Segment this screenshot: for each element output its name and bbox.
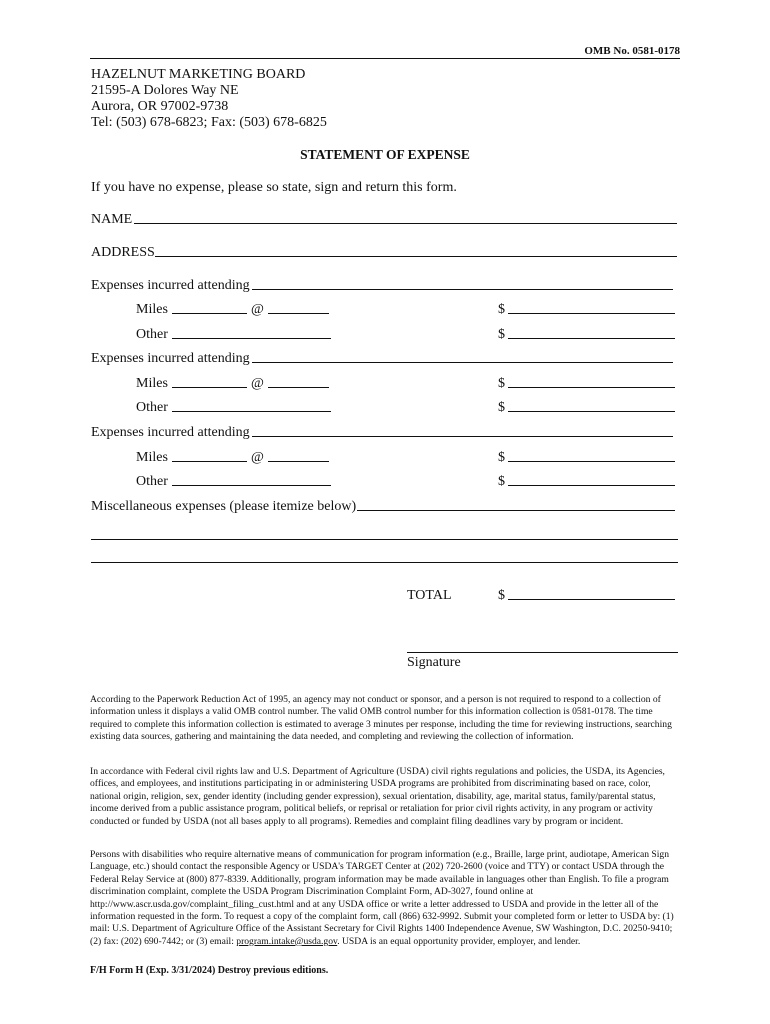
rate-field-2[interactable] (268, 375, 329, 388)
rate-field-1[interactable] (268, 301, 329, 314)
attending-field-3[interactable] (252, 424, 673, 437)
other-amount-field-1[interactable] (508, 326, 675, 339)
dollar-sign-3b: $ (498, 474, 505, 489)
at-sign-3: @ (251, 450, 264, 465)
disability-notice (90, 849, 682, 948)
attending-label-3: Expenses incurred attending (91, 425, 250, 440)
at-sign-2: @ (251, 376, 264, 391)
name-label: NAME (91, 212, 133, 227)
miles-field-2[interactable] (172, 375, 247, 388)
other-label-1: Other (136, 327, 168, 342)
at-sign-1: @ (251, 302, 264, 317)
disability-notice-end: . USDA is an equal opportunity provider, employer, and lender. (337, 935, 581, 947)
miles-amount-field-2[interactable] (508, 375, 675, 388)
org-phone: Tel: (503) 678-6823; Fax: (503) 678-6825 (91, 115, 327, 130)
dollar-sign-3a: $ (498, 450, 505, 465)
disability-notice-text: Persons with disabilities who require alternative means of communication for program information (e.g., Braille, large print, audiotape, American Sign Language, etc.) should contact the responsible Agency or USDA's TARGET Center at (202) 720-2600 (voice and TTY) or contact USDA through the Federal Relay Service at (800) 877-8339. Additionally, program information may be made available in languages other than English. To file a program discrimination complaint, complete the USDA Program Discrimination Complaint Form, AD-3027, found online at http://www.ascr.usda.gov/complaint_filing_cust.html and at any USDA office or write a letter addressed to USDA and provide in the letter all of the information requested in the form. To request a copy of the complaint form, call (866) 632-9992. Submit your completed form or letter to USDA by: (1) mail: U.S. Department of Agriculture Office of the Assistant Secretary for Civil Rights 1400 Independence Avenue, SW Washington, D.C. 20250-9410; (2) fax: (202) 690-7442; or (3) email: (90, 849, 674, 947)
misc-field[interactable] (357, 498, 675, 511)
org-name: HAZELNUT MARKETING BOARD (91, 67, 306, 82)
other-amount-field-2[interactable] (508, 399, 675, 412)
attending-label-1: Expenses incurred attending (91, 278, 250, 293)
total-label: TOTAL (407, 588, 452, 603)
misc-label: Miscellaneous expenses (please itemize below) (91, 499, 357, 514)
misc-line-1[interactable] (91, 539, 678, 540)
dollar-sign-2b: $ (498, 400, 505, 415)
paperwork-notice: According to the Paperwork Reduction Act of 1995, an agency may not conduct or sponsor, and a person is not required to respond to a collection of information unless it displays a valid OMB control number. The valid OMB control number for this information collection is 0581-0178. The time required to complete this information collection is estimated to average 3 minutes per response, including the time for reviewing instructions, searching existing data sources, gathering and maintaining the data needed, and completing and reviewing the collection of information. (90, 694, 672, 743)
miles-label-3: Miles (136, 450, 168, 465)
org-street: 21595-A Dolores Way NE (91, 83, 239, 98)
form-footer: F/H Form H (Exp. 3/31/2024) Destroy previous editions. (90, 965, 329, 976)
miles-amount-field-3[interactable] (508, 449, 675, 462)
other-amount-field-3[interactable] (508, 473, 675, 486)
miles-field-1[interactable] (172, 301, 247, 314)
other-field-2[interactable] (172, 399, 331, 412)
dollar-sign-1a: $ (498, 302, 505, 317)
omb-number: OMB No. 0581-0178 (584, 45, 680, 57)
name-field[interactable] (134, 211, 677, 224)
other-label-2: Other (136, 400, 168, 415)
usda-email-link[interactable]: program.intake@usda.gov (236, 935, 338, 947)
total-dollar-sign: $ (498, 588, 505, 603)
total-amount-field[interactable] (508, 587, 675, 600)
miles-field-3[interactable] (172, 449, 247, 462)
miles-label-1: Miles (136, 302, 168, 317)
miles-label-2: Miles (136, 376, 168, 391)
dollar-sign-2a: $ (498, 376, 505, 391)
attending-label-2: Expenses incurred attending (91, 351, 250, 366)
header-rule (90, 58, 680, 59)
org-city: Aurora, OR 97002-9738 (91, 99, 229, 114)
signature-label: Signature (407, 655, 461, 670)
instruction-text: If you have no expense, please so state, sign and return this form. (91, 180, 457, 195)
civil-rights-notice: In accordance with Federal civil rights law and U.S. Department of Agriculture (USDA) civil rights regulations and policies, the USDA, its Agencies, offices, and employees, and institutions participating in or administering USDA programs are prohibited from discriminating based on race, color, national origin, religion, sex, gender identity (including gender expression), sexual orientation, disability, age, marital status, family/parental status, income derived from a public assistance program, political beliefs, or reprisal or retaliation for prior civil rights activity, in any program or activity conducted or funded by USDA (not all bases apply to all programs). Remedies and complaint filing deadlines vary by program or incident. (90, 766, 665, 827)
address-field[interactable] (155, 244, 677, 257)
miles-amount-field-1[interactable] (508, 301, 675, 314)
dollar-sign-1b: $ (498, 327, 505, 342)
address-label: ADDRESS (91, 245, 155, 260)
attending-field-1[interactable] (252, 277, 673, 290)
other-field-3[interactable] (172, 473, 331, 486)
misc-line-2[interactable] (91, 562, 678, 563)
form-title: STATEMENT OF EXPENSE (300, 147, 470, 162)
rate-field-3[interactable] (268, 449, 329, 462)
other-label-3: Other (136, 474, 168, 489)
signature-field[interactable] (407, 652, 678, 653)
other-field-1[interactable] (172, 326, 331, 339)
attending-field-2[interactable] (252, 350, 673, 363)
